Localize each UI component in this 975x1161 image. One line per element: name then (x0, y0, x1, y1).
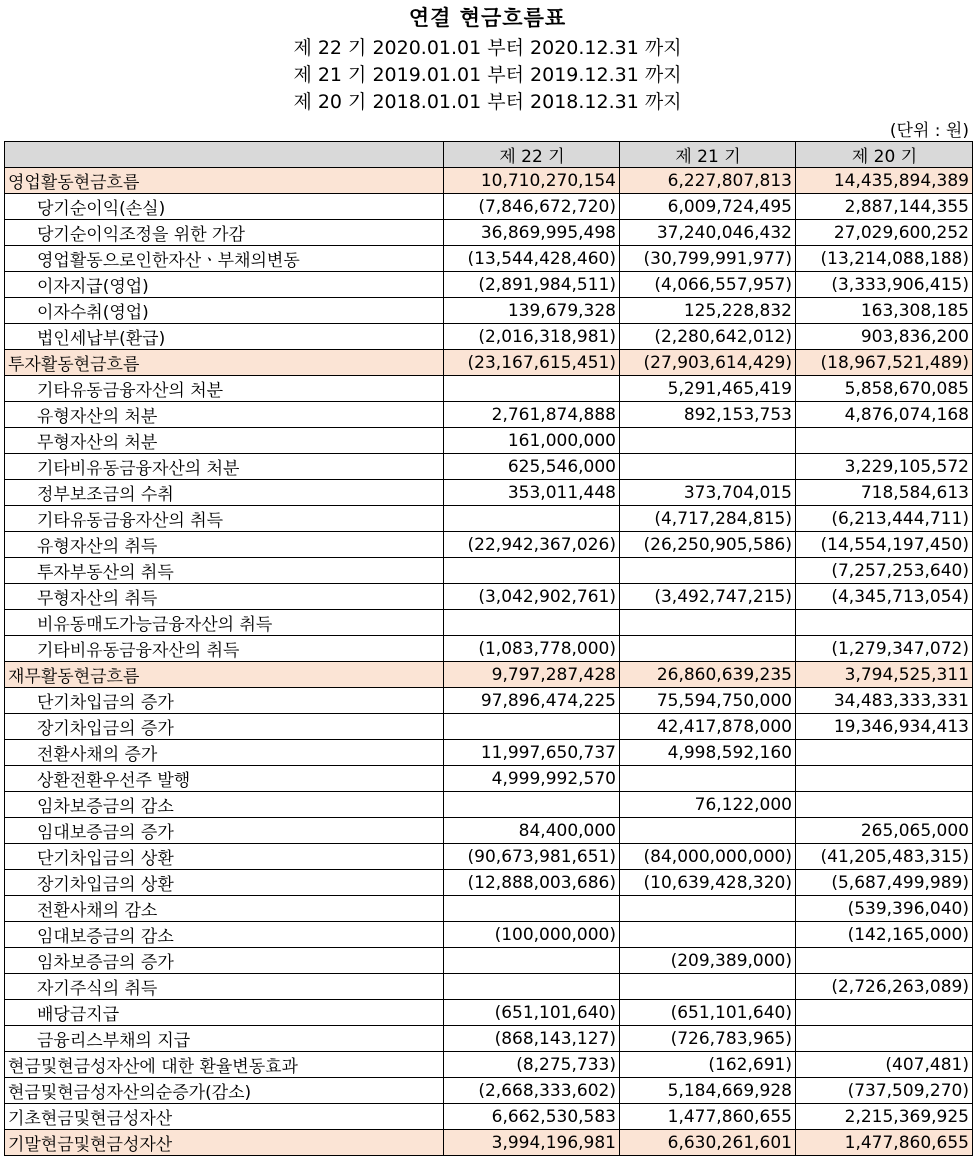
value-period-22 (444, 610, 620, 636)
value-period-20 (796, 610, 973, 636)
value-period-21: (26,250,905,586) (620, 532, 796, 558)
row-label: 기타유동금융자산의 처분 (5, 376, 444, 402)
value-period-21: 1,477,860,655 (620, 1104, 796, 1130)
value-period-21: 125,228,832 (620, 298, 796, 324)
value-period-22: (2,668,333,602) (444, 1078, 620, 1104)
value-period-20: 903,836,200 (796, 324, 973, 350)
value-period-20: (3,333,906,415) (796, 272, 973, 298)
value-period-20: 2,215,369,925 (796, 1104, 973, 1130)
value-period-21: 6,009,724,495 (620, 194, 796, 220)
value-period-22: (12,888,003,686) (444, 870, 620, 896)
header-row (5, 142, 973, 168)
value-period-22 (444, 948, 620, 974)
value-period-20 (796, 948, 973, 974)
table-row (5, 584, 973, 610)
row-label: 재무활동현금흐름 (5, 662, 444, 688)
value-period-20: (13,214,088,188) (796, 246, 973, 272)
value-period-20 (796, 428, 973, 454)
value-period-22: (90,673,981,651) (444, 844, 620, 870)
value-period-21: 37,240,046,432 (620, 220, 796, 246)
table-row (5, 506, 973, 532)
value-period-21: (651,101,640) (620, 1000, 796, 1026)
value-period-21: 26,860,639,235 (620, 662, 796, 688)
value-period-21 (620, 610, 796, 636)
cash-flow-table (4, 141, 973, 1156)
period-line-20: 제 20 기 2018.01.01 부터 2018.12.31 까지 (293, 91, 682, 113)
table-body (5, 168, 973, 1156)
value-period-22 (444, 506, 620, 532)
row-label: 기타비유동금융자산의 취득 (5, 636, 444, 662)
table-row (5, 194, 973, 220)
value-period-20: (737,509,270) (796, 1078, 973, 1104)
value-period-21: (84,000,000,000) (620, 844, 796, 870)
row-label: 영업활동으로인한자산ㆍ부채의변동 (5, 246, 444, 272)
value-period-20: (7,257,253,640) (796, 558, 973, 584)
value-period-22: (13,544,428,460) (444, 246, 620, 272)
value-period-20 (796, 740, 973, 766)
value-period-22: (23,167,615,451) (444, 350, 620, 376)
table-row (5, 480, 973, 506)
value-period-22: (2,891,984,511) (444, 272, 620, 298)
table-row (5, 272, 973, 298)
header-period-22: 제 22 기 (444, 142, 620, 168)
value-period-22: 139,679,328 (444, 298, 620, 324)
value-period-21: 373,704,015 (620, 480, 796, 506)
value-period-22: 161,000,000 (444, 428, 620, 454)
row-label: 이자수취(영업) (5, 298, 444, 324)
value-period-20 (796, 1026, 973, 1052)
value-period-22: 3,994,196,981 (444, 1130, 620, 1156)
row-label: 기초현금및현금성자산 (5, 1104, 444, 1130)
value-period-20: (407,481) (796, 1052, 973, 1078)
row-label: 금융리스부채의 지급 (5, 1026, 444, 1052)
row-label: 유형자산의 취득 (5, 532, 444, 558)
value-period-22: 84,400,000 (444, 818, 620, 844)
row-label: 전환사채의 감소 (5, 896, 444, 922)
value-period-22 (444, 792, 620, 818)
value-period-20: (18,967,521,489) (796, 350, 973, 376)
value-period-22 (444, 896, 620, 922)
table-row (5, 792, 973, 818)
value-period-21 (620, 558, 796, 584)
row-label: 상환전환우선주 발행 (5, 766, 444, 792)
table-row (5, 662, 973, 688)
row-label: 임대보증금의 감소 (5, 922, 444, 948)
row-label: 기타유동금융자산의 취득 (5, 506, 444, 532)
row-label: 법인세납부(환급) (5, 324, 444, 350)
value-period-20: 3,794,525,311 (796, 662, 973, 688)
table-row (5, 714, 973, 740)
table-row (5, 636, 973, 662)
value-period-21: (3,492,747,215) (620, 584, 796, 610)
value-period-22: (651,101,640) (444, 1000, 620, 1026)
row-label: 비유동매도가능금융자산의 취득 (5, 610, 444, 636)
table-row (5, 246, 973, 272)
table-row (5, 402, 973, 428)
table-row (5, 740, 973, 766)
row-label: 무형자산의 처분 (5, 428, 444, 454)
table-row (5, 896, 973, 922)
value-period-22: (22,942,367,026) (444, 532, 620, 558)
value-period-21: 76,122,000 (620, 792, 796, 818)
header-blank (5, 142, 444, 168)
value-period-21: 42,417,878,000 (620, 714, 796, 740)
value-period-22 (444, 714, 620, 740)
unit-label: (단위 : 원) (889, 121, 969, 141)
value-period-20: (2,726,263,089) (796, 974, 973, 1000)
value-period-21: 4,998,592,160 (620, 740, 796, 766)
value-period-21 (620, 428, 796, 454)
value-period-22: 9,797,287,428 (444, 662, 620, 688)
value-period-22: (100,000,000) (444, 922, 620, 948)
header-period-20: 제 20 기 (796, 142, 973, 168)
row-label: 유형자산의 처분 (5, 402, 444, 428)
value-period-21: 892,153,753 (620, 402, 796, 428)
value-period-21: (2,280,642,012) (620, 324, 796, 350)
row-label: 자기주식의 취득 (5, 974, 444, 1000)
value-period-20: (4,345,713,054) (796, 584, 973, 610)
table-row (5, 1052, 973, 1078)
table-row (5, 298, 973, 324)
table-row (5, 532, 973, 558)
row-label: 투자부동산의 취득 (5, 558, 444, 584)
row-label: 배당금지급 (5, 1000, 444, 1026)
value-period-21 (620, 636, 796, 662)
table-row (5, 922, 973, 948)
table-row (5, 818, 973, 844)
row-label: 임차보증금의 감소 (5, 792, 444, 818)
table-row (5, 350, 973, 376)
value-period-22 (444, 558, 620, 584)
value-period-20: 718,584,613 (796, 480, 973, 506)
value-period-20: (6,213,444,711) (796, 506, 973, 532)
table-row (5, 324, 973, 350)
value-period-22: (7,846,672,720) (444, 194, 620, 220)
table-row (5, 454, 973, 480)
value-period-22 (444, 376, 620, 402)
value-period-22: 36,869,995,498 (444, 220, 620, 246)
value-period-21: (30,799,991,977) (620, 246, 796, 272)
value-period-20: 27,029,600,252 (796, 220, 973, 246)
table-row (5, 844, 973, 870)
table-row (5, 1104, 973, 1130)
value-period-20 (796, 792, 973, 818)
header-period-21: 제 21 기 (620, 142, 796, 168)
value-period-21: (4,066,557,957) (620, 272, 796, 298)
statement-title: 연결 현금흐름표 (408, 6, 567, 30)
table-row (5, 220, 973, 246)
row-label: 정부보조금의 수취 (5, 480, 444, 506)
value-period-22: (8,275,733) (444, 1052, 620, 1078)
value-period-20: 163,308,185 (796, 298, 973, 324)
value-period-21 (620, 896, 796, 922)
value-period-22: 10,710,270,154 (444, 168, 620, 194)
value-period-21 (620, 974, 796, 1000)
row-label: 이자지급(영업) (5, 272, 444, 298)
row-label: 전환사채의 증가 (5, 740, 444, 766)
table-row (5, 948, 973, 974)
value-period-21: 75,594,750,000 (620, 688, 796, 714)
value-period-20: 3,229,105,572 (796, 454, 973, 480)
value-period-22: (1,083,778,000) (444, 636, 620, 662)
value-period-20: 4,876,074,168 (796, 402, 973, 428)
value-period-20: 5,858,670,085 (796, 376, 973, 402)
value-period-21: 5,184,669,928 (620, 1078, 796, 1104)
value-period-21 (620, 454, 796, 480)
row-label: 현금및현금성자산에 대한 환율변동효과 (5, 1052, 444, 1078)
table-row (5, 1000, 973, 1026)
value-period-21: 6,227,807,813 (620, 168, 796, 194)
value-period-21: (209,389,000) (620, 948, 796, 974)
row-label: 단기차입금의 상환 (5, 844, 444, 870)
value-period-22: (2,016,318,981) (444, 324, 620, 350)
value-period-22: (868,143,127) (444, 1026, 620, 1052)
row-label: 당기순이익(손실) (5, 194, 444, 220)
table-row (5, 766, 973, 792)
row-label: 임대보증금의 증가 (5, 818, 444, 844)
row-label: 장기차입금의 증가 (5, 714, 444, 740)
value-period-21: (4,717,284,815) (620, 506, 796, 532)
value-period-20: (41,205,483,315) (796, 844, 973, 870)
value-period-20: (5,687,499,989) (796, 870, 973, 896)
table-row (5, 1130, 973, 1156)
table-row (5, 1078, 973, 1104)
value-period-22: 2,761,874,888 (444, 402, 620, 428)
value-period-22: 625,546,000 (444, 454, 620, 480)
table-row (5, 428, 973, 454)
row-label: 기말현금및현금성자산 (5, 1130, 444, 1156)
value-period-22 (444, 974, 620, 1000)
row-label: 임차보증금의 증가 (5, 948, 444, 974)
value-period-21 (620, 922, 796, 948)
value-period-20: (1,279,347,072) (796, 636, 973, 662)
value-period-22: (3,042,902,761) (444, 584, 620, 610)
value-period-21: 5,291,465,419 (620, 376, 796, 402)
value-period-20: 34,483,333,331 (796, 688, 973, 714)
value-period-21 (620, 818, 796, 844)
table-row (5, 376, 973, 402)
row-label: 투자활동현금흐름 (5, 350, 444, 376)
row-label: 무형자산의 취득 (5, 584, 444, 610)
value-period-20 (796, 1000, 973, 1026)
row-label: 현금및현금성자산의순증가(감소) (5, 1078, 444, 1104)
table-row (5, 168, 973, 194)
table-row (5, 688, 973, 714)
value-period-20: (539,396,040) (796, 896, 973, 922)
value-period-20 (796, 766, 973, 792)
value-period-21: (10,639,428,320) (620, 870, 796, 896)
table-row (5, 558, 973, 584)
value-period-20: (142,165,000) (796, 922, 973, 948)
row-label: 당기순이익조정을 위한 가감 (5, 220, 444, 246)
row-label: 기타비유동금융자산의 처분 (5, 454, 444, 480)
table-row (5, 1026, 973, 1052)
value-period-20: 1,477,860,655 (796, 1130, 973, 1156)
period-line-22: 제 22 기 2020.01.01 부터 2020.12.31 까지 (293, 37, 682, 59)
table-row (5, 974, 973, 1000)
value-period-20: 19,346,934,413 (796, 714, 973, 740)
value-period-22: 4,999,992,570 (444, 766, 620, 792)
value-period-22: 97,896,474,225 (444, 688, 620, 714)
value-period-20: 14,435,894,389 (796, 168, 973, 194)
value-period-22: 6,662,530,583 (444, 1104, 620, 1130)
table-row (5, 610, 973, 636)
value-period-20: 265,065,000 (796, 818, 973, 844)
row-label: 영업활동현금흐름 (5, 168, 444, 194)
value-period-20: (14,554,197,450) (796, 532, 973, 558)
row-label: 장기차입금의 상환 (5, 870, 444, 896)
table-row (5, 870, 973, 896)
value-period-20: 2,887,144,355 (796, 194, 973, 220)
period-line-21: 제 21 기 2019.01.01 부터 2019.12.31 까지 (293, 64, 682, 86)
value-period-21 (620, 766, 796, 792)
value-period-22: 11,997,650,737 (444, 740, 620, 766)
value-period-21: (162,691) (620, 1052, 796, 1078)
value-period-22: 353,011,448 (444, 480, 620, 506)
value-period-21: (726,783,965) (620, 1026, 796, 1052)
value-period-21: (27,903,614,429) (620, 350, 796, 376)
row-label: 단기차입금의 증가 (5, 688, 444, 714)
value-period-21: 6,630,261,601 (620, 1130, 796, 1156)
